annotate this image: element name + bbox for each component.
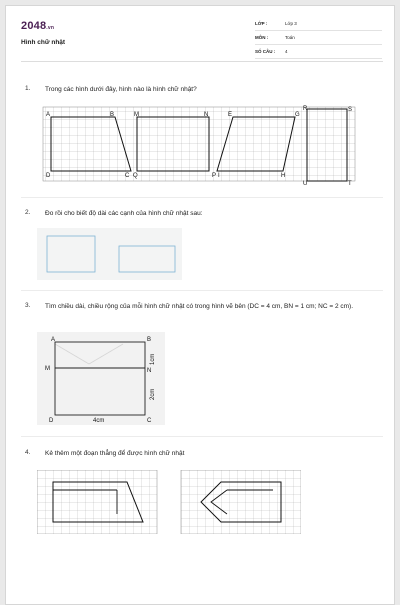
worksheet-page xyxy=(5,5,395,605)
header-divider xyxy=(21,61,383,62)
label-D: D xyxy=(49,418,54,424)
label-C: C xyxy=(125,173,130,179)
label-G: G xyxy=(295,112,300,118)
grid-right xyxy=(181,470,301,534)
label-M: M xyxy=(134,112,139,118)
label-E: E xyxy=(228,112,233,118)
meta-subject xyxy=(255,32,382,45)
figure-3-photo xyxy=(37,332,165,425)
label-N: N xyxy=(204,112,209,118)
figure-1-grid-shapes xyxy=(37,103,357,185)
label-P: P xyxy=(212,173,217,179)
label-B: B xyxy=(110,112,115,118)
site-logo[interactable] xyxy=(21,20,54,32)
label-Q: Q xyxy=(133,173,138,179)
meta-class xyxy=(255,18,382,31)
question-3-text: Tìm chiều dài, chiều rộng của mỗi hình chữ nhật có trong hình vẽ bên (DC = 4 cm, BN = 1 cm; NC = 2 cm). xyxy=(45,303,354,310)
section-divider xyxy=(21,290,383,291)
label-S: S xyxy=(348,107,353,113)
meta-count-label: SỐ CÂU : xyxy=(255,49,276,54)
meta-subject-value: Toán xyxy=(285,35,295,40)
label-A: A xyxy=(51,337,56,343)
question-4-text: Kẻ thêm một đoạn thẳng để được hình chữ nhật xyxy=(45,450,185,457)
meta-count-value: 4 xyxy=(285,49,288,54)
section-divider xyxy=(21,436,383,437)
label-B: B xyxy=(147,337,152,343)
figure-3-rectangle xyxy=(37,332,165,425)
logo-suffix: .vn xyxy=(46,25,55,31)
meta-count xyxy=(255,46,382,59)
label-U: U xyxy=(303,181,308,185)
question-2-text: Đo rồi cho biết độ dài các cạnh của hình chữ nhật sau: xyxy=(45,210,203,217)
label-I: I xyxy=(218,173,220,179)
label-H: H xyxy=(281,173,286,179)
section-divider xyxy=(21,197,383,198)
label-N: N xyxy=(147,368,152,374)
question-4-number: 4. xyxy=(25,449,31,456)
label-2cm: 2cm xyxy=(150,388,156,400)
label-D: D xyxy=(46,173,51,179)
meta-class-value: Lớp 3 xyxy=(285,21,297,26)
label-M: M xyxy=(45,366,50,372)
label-C: C xyxy=(147,418,152,424)
label-R: R xyxy=(303,106,308,112)
figure-4-grids xyxy=(37,470,301,534)
label-1cm: 1cm xyxy=(150,353,156,365)
meta-class-label: LỚP : xyxy=(255,21,268,26)
question-1-number: 1. xyxy=(25,85,31,92)
figure-2-rectangles xyxy=(37,228,182,280)
logo-text: 2048 xyxy=(21,20,47,32)
label-A: A xyxy=(46,112,51,118)
figure-1-grid xyxy=(43,107,355,181)
label-4cm: 4cm xyxy=(93,418,105,424)
meta-subject-label: MÔN : xyxy=(255,35,269,40)
grid-left xyxy=(37,470,157,534)
label-T: T xyxy=(348,181,352,185)
question-3-number: 3. xyxy=(25,302,31,309)
question-1-text: Trong các hình dưới đây, hình nào là hình chữ nhật? xyxy=(45,86,197,93)
document-title: Hình chữ nhật xyxy=(21,39,66,46)
question-2-number: 2. xyxy=(25,209,31,216)
